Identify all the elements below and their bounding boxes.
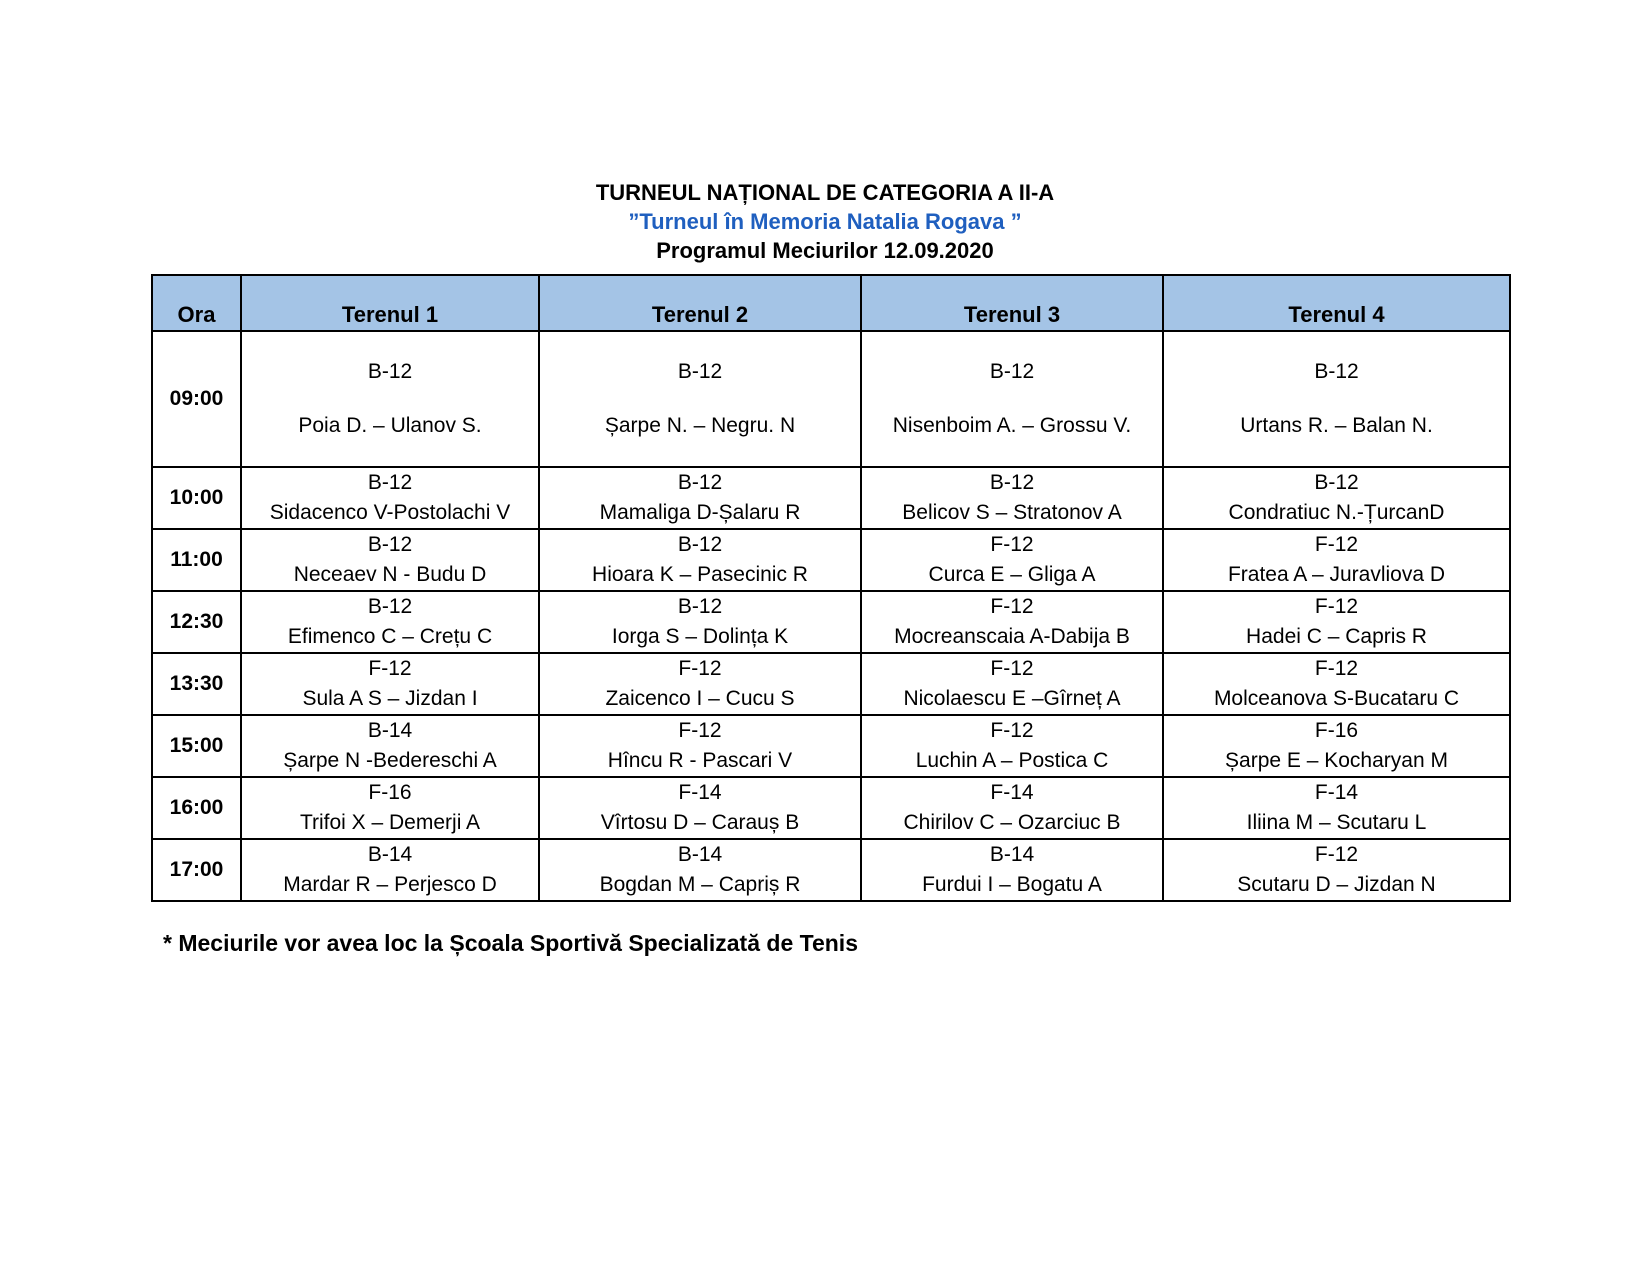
category-label: B-12 — [1314, 360, 1359, 383]
header-ora: Ora — [152, 275, 241, 331]
match-cell — [539, 467, 861, 529]
table-row — [152, 467, 1510, 529]
venue-note: * Meciurile vor avea loc la Școala Sportivă Specializată de Tenis — [163, 930, 858, 956]
match-cell — [539, 839, 861, 901]
match-players: Iliina M – Scutaru L — [1246, 811, 1427, 834]
match-players: Nicolaescu E –Gîrneț A — [903, 687, 1121, 710]
match-cell — [1163, 529, 1510, 591]
category-label: B-12 — [367, 360, 413, 383]
category-label: F-12 — [368, 657, 412, 680]
time-cell: 11:00 — [152, 529, 241, 591]
time-cell: 13:30 — [152, 653, 241, 715]
match-cell — [861, 331, 1163, 467]
match-players: Fratea A – Juravliova D — [1227, 563, 1446, 586]
match-cell — [1163, 777, 1510, 839]
header-terenul-3: Terenul 3 — [861, 275, 1163, 331]
match-players: Sula A S – Jizdan I — [302, 687, 478, 710]
category-label: F-12 — [990, 595, 1034, 618]
header-terenul-4: Terenul 4 — [1163, 275, 1510, 331]
table-row — [152, 653, 1510, 715]
category-label: F-12 — [990, 719, 1034, 742]
category-label: F-16 — [368, 781, 412, 804]
match-players: Neceaev N - Budu D — [293, 563, 487, 586]
match-players: Poia D. – Ulanov S. — [298, 414, 482, 437]
match-players: Chirilov C – Ozarciuc B — [903, 811, 1121, 834]
match-players: Trifoi X – Demerji A — [299, 811, 481, 834]
table-row — [152, 839, 1510, 901]
header-row — [152, 275, 1510, 331]
time-cell: 16:00 — [152, 777, 241, 839]
category-label: F-12 — [678, 719, 722, 742]
match-players: Nisenboim A. – Grossu V. — [892, 414, 1132, 437]
category-label: F-14 — [678, 781, 722, 804]
category-label: F-14 — [990, 781, 1034, 804]
match-cell — [241, 529, 539, 591]
category-label: F-14 — [1314, 781, 1359, 804]
match-players: Belicov S – Stratonov A — [902, 501, 1122, 524]
category-label: F-12 — [1314, 533, 1359, 556]
match-players: Mardar R – Perjesco D — [283, 873, 497, 896]
match-cell — [539, 653, 861, 715]
match-cell — [861, 529, 1163, 591]
match-players: Iorga S – Dolința K — [611, 625, 789, 648]
table-row — [152, 715, 1510, 777]
category-label: B-12 — [677, 471, 723, 494]
time-cell: 17:00 — [152, 839, 241, 901]
match-cell — [861, 467, 1163, 529]
time-cell: 12:30 — [152, 591, 241, 653]
time-cell: 10:00 — [152, 467, 241, 529]
match-cell — [241, 777, 539, 839]
match-players: Molceanova S-Bucataru C — [1213, 687, 1460, 710]
category-label: B-12 — [677, 360, 723, 383]
table-row — [152, 331, 1510, 467]
match-players: Hioara K – Pasecinic R — [592, 563, 808, 586]
match-players: Efimenco C – Crețu C — [287, 625, 493, 648]
tournament-title: TURNEUL NAȚIONAL DE CATEGORIA A II-A — [595, 180, 1055, 205]
match-cell — [1163, 591, 1510, 653]
match-cell — [539, 529, 861, 591]
match-players: Sidacenco V-Postolachi V — [269, 501, 511, 524]
match-cell — [861, 839, 1163, 901]
match-cell — [241, 467, 539, 529]
match-players: Bogdan M – Capriș R — [599, 873, 801, 896]
category-label: B-14 — [989, 843, 1035, 866]
match-players: Scutaru D – Jizdan N — [1237, 873, 1436, 896]
category-label: B-14 — [367, 843, 413, 866]
match-players: Curca E – Gliga A — [928, 563, 1096, 586]
category-label: B-12 — [367, 533, 413, 556]
match-cell — [539, 331, 861, 467]
match-cell — [861, 715, 1163, 777]
match-cell — [1163, 331, 1510, 467]
match-players: Hîncu R - Pascari V — [607, 749, 793, 772]
tournament-subtitle: ”Turneul în Memoria Natalia Rogava ” — [628, 209, 1022, 234]
category-label: F-12 — [1314, 843, 1359, 866]
category-label: B-12 — [677, 533, 723, 556]
header-terenul-2: Terenul 2 — [539, 275, 861, 331]
category-label: F-12 — [678, 657, 722, 680]
category-label: F-12 — [990, 657, 1034, 680]
match-cell — [241, 591, 539, 653]
header-terenul-1: Terenul 1 — [241, 275, 539, 331]
category-label: B-12 — [1314, 471, 1359, 494]
category-label: B-12 — [989, 360, 1035, 383]
category-label: B-12 — [367, 471, 413, 494]
match-players: Șarpe N. – Negru. N — [604, 414, 796, 437]
match-players: Luchin A – Postica C — [915, 749, 1109, 772]
match-players: Zaicenco I – Cucu S — [605, 687, 795, 710]
category-label: F-16 — [1314, 719, 1359, 742]
category-label: B-12 — [367, 595, 413, 618]
match-cell — [1163, 467, 1510, 529]
match-cell — [241, 715, 539, 777]
time-cell: 09:00 — [152, 331, 241, 467]
match-cell — [861, 777, 1163, 839]
category-label: F-12 — [1314, 595, 1359, 618]
category-label: F-12 — [990, 533, 1034, 556]
category-label: F-12 — [1314, 657, 1359, 680]
match-players: Furdui I – Bogatu A — [922, 873, 1102, 896]
match-players: Urtans R. – Balan N. — [1240, 414, 1433, 437]
match-cell — [539, 715, 861, 777]
match-cell — [1163, 839, 1510, 901]
match-cell — [539, 777, 861, 839]
category-label: B-12 — [989, 471, 1035, 494]
match-players: Mocreanscaia A-Dabija B — [894, 625, 1130, 648]
category-label: B-14 — [367, 719, 413, 742]
match-cell — [539, 591, 861, 653]
match-cell — [241, 331, 539, 467]
match-cell — [861, 591, 1163, 653]
category-label: B-14 — [677, 843, 723, 866]
match-players: Mamaliga D-Șalaru R — [599, 501, 801, 524]
match-players: Vîrtosu D – Carauș B — [600, 811, 800, 834]
match-cell — [861, 653, 1163, 715]
match-cell — [241, 839, 539, 901]
time-cell: 15:00 — [152, 715, 241, 777]
program-date: Programul Meciurilor 12.09.2020 — [656, 238, 994, 263]
match-cell — [1163, 653, 1510, 715]
match-players: Șarpe E – Kocharyan M — [1225, 749, 1448, 772]
schedule-table — [151, 274, 1511, 902]
match-players: Hadei C – Capris R — [1246, 625, 1427, 648]
table-row — [152, 591, 1510, 653]
table-row — [152, 529, 1510, 591]
match-players: Condratiuc N.-ȚurcanD — [1228, 501, 1445, 524]
table-row — [152, 777, 1510, 839]
match-cell — [1163, 715, 1510, 777]
category-label: B-12 — [677, 595, 723, 618]
match-cell — [241, 653, 539, 715]
match-players: Șarpe N -Bedereschi A — [283, 749, 497, 772]
